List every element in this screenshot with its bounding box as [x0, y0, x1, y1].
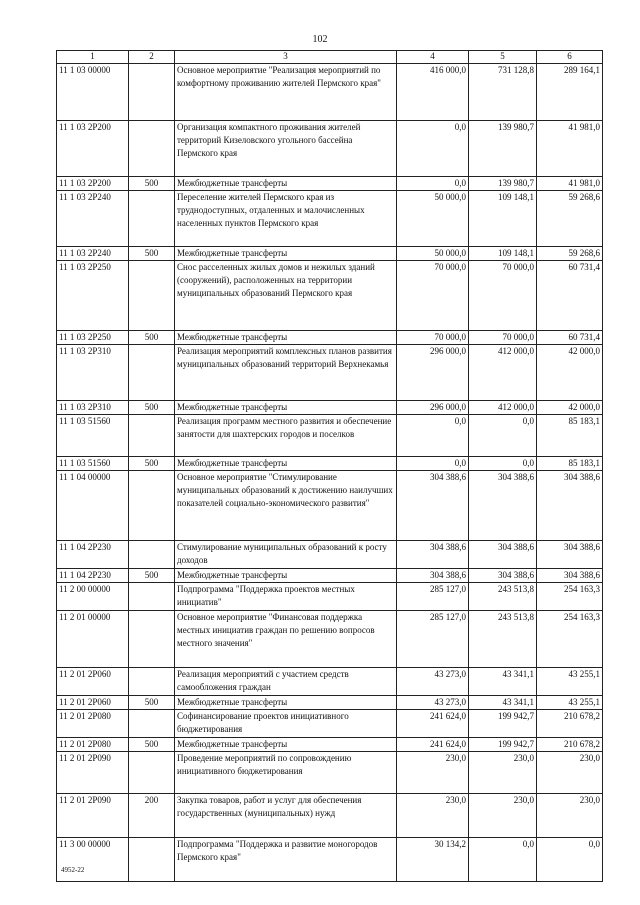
budget-code-cell: 11 1 03 2P310	[57, 401, 129, 415]
amount-cell-col5: 731 128,8	[469, 64, 537, 121]
document-footer-code: 4952-22	[61, 866, 85, 874]
budget-code-cell: 11 1 03 00000	[57, 64, 129, 121]
expense-type-cell: 500	[129, 457, 175, 471]
amount-cell-col4: 70 000,0	[397, 331, 469, 345]
amount-cell-col6: 60 731,4	[537, 331, 603, 345]
column-header: 4	[397, 51, 469, 64]
amount-cell-col4: 43 273,0	[397, 696, 469, 710]
amount-cell-col4: 304 388,6	[397, 541, 469, 569]
expense-type-cell: 200	[129, 794, 175, 838]
amount-cell-col5: 230,0	[469, 794, 537, 838]
amount-cell-col5: 243 513,8	[469, 583, 537, 611]
table-row	[57, 838, 603, 882]
amount-cell-col6: 43 255,1	[537, 668, 603, 696]
item-name-cell: Снос расселенных жилых домов и нежилых зданий (сооружений), расположенных на территории муниципальных образований Пермского края	[175, 261, 397, 331]
budget-code-cell: 11 1 03 2P250	[57, 331, 129, 345]
expense-type-cell	[129, 838, 175, 882]
budget-code-cell: 11 1 03 51560	[57, 415, 129, 457]
amount-cell-col5: 109 148,1	[469, 247, 537, 261]
item-name-cell: Переселение жителей Пермского края из труднодоступных, отдаленных и малочисленных населенных пунктов Пермского края	[175, 191, 397, 247]
expense-type-cell: 500	[129, 738, 175, 752]
item-name-cell: Основное мероприятие "Стимулирование муниципальных образований к достижению наилучших показателей социально-экономического развития"	[175, 471, 397, 541]
column-header: 6	[537, 51, 603, 64]
amount-cell-col5: 304 388,6	[469, 541, 537, 569]
expense-type-cell: 500	[129, 696, 175, 710]
amount-cell-col5: 0,0	[469, 457, 537, 471]
amount-cell-col4: 0,0	[397, 415, 469, 457]
table-row	[57, 794, 603, 838]
amount-cell-col4: 285 127,0	[397, 583, 469, 611]
amount-cell-col6: 0,0	[537, 838, 603, 882]
amount-cell-col6: 43 255,1	[537, 696, 603, 710]
amount-cell-col5: 0,0	[469, 838, 537, 882]
budget-code-cell: 11 1 03 2P310	[57, 345, 129, 401]
item-name-cell: Реализация программ местного развития и обеспечение занятости для шахтерских городов и поселков	[175, 415, 397, 457]
amount-cell-col5: 43 341,1	[469, 668, 537, 696]
item-name-cell: Межбюджетные трансферты	[175, 457, 397, 471]
item-name-cell: Межбюджетные трансферты	[175, 331, 397, 345]
column-header: 5	[469, 51, 537, 64]
amount-cell-col5: 230,0	[469, 752, 537, 794]
amount-cell-col4: 30 134,2	[397, 838, 469, 882]
amount-cell-col6: 59 268,6	[537, 191, 603, 247]
amount-cell-col4: 304 388,6	[397, 569, 469, 583]
amount-cell-col4: 50 000,0	[397, 247, 469, 261]
amount-cell-col5: 109 148,1	[469, 191, 537, 247]
table-row	[57, 247, 603, 261]
amount-cell-col6: 41 981,0	[537, 177, 603, 191]
amount-cell-col6: 42 000,0	[537, 345, 603, 401]
amount-cell-col4: 230,0	[397, 794, 469, 838]
budget-table	[56, 50, 603, 882]
table-row	[57, 583, 603, 611]
page-number: 102	[312, 34, 328, 45]
expense-type-cell	[129, 415, 175, 457]
item-name-cell: Межбюджетные трансферты	[175, 177, 397, 191]
amount-cell-col5: 70 000,0	[469, 331, 537, 345]
expense-type-cell	[129, 191, 175, 247]
amount-cell-col5: 304 388,6	[469, 471, 537, 541]
amount-cell-col4: 70 000,0	[397, 261, 469, 331]
amount-cell-col6: 254 163,3	[537, 583, 603, 611]
amount-cell-col6: 59 268,6	[537, 247, 603, 261]
item-name-cell: Межбюджетные трансферты	[175, 696, 397, 710]
table-row	[57, 738, 603, 752]
expense-type-cell	[129, 710, 175, 738]
amount-cell-col6: 42 000,0	[537, 401, 603, 415]
amount-cell-col4: 296 000,0	[397, 401, 469, 415]
amount-cell-col4: 285 127,0	[397, 611, 469, 668]
budget-code-cell: 11 2 01 2P090	[57, 752, 129, 794]
budget-code-cell: 11 1 04 2P230	[57, 569, 129, 583]
amount-cell-col5: 139 980,7	[469, 121, 537, 177]
amount-cell-col6: 85 183,1	[537, 457, 603, 471]
amount-cell-col6: 254 163,3	[537, 611, 603, 668]
table-row	[57, 710, 603, 738]
item-name-cell: Межбюджетные трансферты	[175, 738, 397, 752]
amount-cell-col6: 60 731,4	[537, 261, 603, 331]
expense-type-cell	[129, 64, 175, 121]
amount-cell-col5: 43 341,1	[469, 696, 537, 710]
expense-type-cell	[129, 583, 175, 611]
item-name-cell: Реализация мероприятий комплексных планов развития муниципальных образований территорий Верхнекамья	[175, 345, 397, 401]
table-row	[57, 177, 603, 191]
amount-cell-col6: 41 981,0	[537, 121, 603, 177]
amount-cell-col5: 0,0	[469, 415, 537, 457]
column-header: 1	[57, 51, 129, 64]
budget-code-cell: 11 1 04 00000	[57, 471, 129, 541]
amount-cell-col4: 230,0	[397, 752, 469, 794]
budget-code-cell: 11 2 00 00000	[57, 583, 129, 611]
table-row	[57, 541, 603, 569]
budget-code-cell: 11 1 03 2P240	[57, 191, 129, 247]
amount-cell-col6: 304 388,6	[537, 541, 603, 569]
item-name-cell: Стимулирование муниципальных образований к росту доходов	[175, 541, 397, 569]
table-row	[57, 345, 603, 401]
amount-cell-col5: 243 513,8	[469, 611, 537, 668]
amount-cell-col6: 210 678,2	[537, 710, 603, 738]
amount-cell-col5: 199 942,7	[469, 738, 537, 752]
table-row	[57, 121, 603, 177]
budget-code-cell: 11 3 00 00000	[57, 838, 129, 882]
amount-cell-col5: 70 000,0	[469, 261, 537, 331]
amount-cell-col5: 304 388,6	[469, 569, 537, 583]
item-name-cell: Основное мероприятие "Реализация мероприятий по комфортному проживанию жителей Пермского края"	[175, 64, 397, 121]
budget-code-cell: 11 2 01 2P060	[57, 668, 129, 696]
table-row	[57, 401, 603, 415]
column-header: 3	[175, 51, 397, 64]
amount-cell-col5: 199 942,7	[469, 710, 537, 738]
amount-cell-col6: 304 388,6	[537, 471, 603, 541]
expense-type-cell	[129, 261, 175, 331]
item-name-cell: Проведение мероприятий по сопровождению инициативного бюджетирования	[175, 752, 397, 794]
table-row	[57, 191, 603, 247]
expense-type-cell: 500	[129, 401, 175, 415]
expense-type-cell	[129, 668, 175, 696]
budget-code-cell: 11 2 01 2P060	[57, 696, 129, 710]
amount-cell-col5: 139 980,7	[469, 177, 537, 191]
budget-code-cell: 11 1 03 2P200	[57, 121, 129, 177]
item-name-cell: Основное мероприятие "Финансовая поддержка местных инициатив граждан по решению вопросов местного значения"	[175, 611, 397, 668]
item-name-cell: Софинансирование проектов инициативного бюджетирования	[175, 710, 397, 738]
table-row	[57, 752, 603, 794]
expense-type-cell	[129, 752, 175, 794]
expense-type-cell	[129, 471, 175, 541]
amount-cell-col4: 50 000,0	[397, 191, 469, 247]
budget-code-cell: 11 1 03 2P240	[57, 247, 129, 261]
table-row	[57, 611, 603, 668]
expense-type-cell: 500	[129, 247, 175, 261]
table-row	[57, 569, 603, 583]
amount-cell-col6: 210 678,2	[537, 738, 603, 752]
amount-cell-col4: 43 273,0	[397, 668, 469, 696]
item-name-cell: Межбюджетные трансферты	[175, 401, 397, 415]
expense-type-cell: 500	[129, 569, 175, 583]
amount-cell-col4: 416 000,0	[397, 64, 469, 121]
item-name-cell: Реализация мероприятий с участием средств самообложения граждан	[175, 668, 397, 696]
amount-cell-col4: 0,0	[397, 457, 469, 471]
amount-cell-col4: 0,0	[397, 177, 469, 191]
item-name-cell: Межбюджетные трансферты	[175, 569, 397, 583]
item-name-cell: Закупка товаров, работ и услуг для обеспечения государственных (муниципальных) нужд	[175, 794, 397, 838]
item-name-cell: Подпрограмма "Поддержка и развитие моногородов Пермского края"	[175, 838, 397, 882]
budget-code-cell: 11 2 01 2P080	[57, 710, 129, 738]
table-row	[57, 457, 603, 471]
column-header: 2	[129, 51, 175, 64]
table-row	[57, 696, 603, 710]
table-header-row	[57, 51, 603, 64]
expense-type-cell	[129, 345, 175, 401]
expense-type-cell: 500	[129, 331, 175, 345]
amount-cell-col4: 304 388,6	[397, 471, 469, 541]
table-row	[57, 64, 603, 121]
budget-code-cell: 11 1 03 51560	[57, 457, 129, 471]
expense-type-cell: 500	[129, 177, 175, 191]
budget-code-cell: 11 1 03 2P200	[57, 177, 129, 191]
table-row	[57, 261, 603, 331]
expense-type-cell	[129, 121, 175, 177]
budget-code-cell: 11 2 01 00000	[57, 611, 129, 668]
expense-type-cell	[129, 541, 175, 569]
budget-code-cell: 11 1 04 2P230	[57, 541, 129, 569]
amount-cell-col6: 230,0	[537, 752, 603, 794]
amount-cell-col4: 241 624,0	[397, 710, 469, 738]
table-row	[57, 471, 603, 541]
amount-cell-col6: 289 164,1	[537, 64, 603, 121]
amount-cell-col5: 412 000,0	[469, 401, 537, 415]
amount-cell-col6: 85 183,1	[537, 415, 603, 457]
amount-cell-col4: 241 624,0	[397, 738, 469, 752]
budget-code-cell: 11 2 01 2P090	[57, 794, 129, 838]
item-name-cell: Организация компактного проживания жителей территорий Кизеловского угольного бассейна Пермского края	[175, 121, 397, 177]
budget-code-cell: 11 2 01 2P080	[57, 738, 129, 752]
table-row	[57, 668, 603, 696]
budget-code-cell: 11 1 03 2P250	[57, 261, 129, 331]
amount-cell-col4: 0,0	[397, 121, 469, 177]
amount-cell-col6: 304 388,6	[537, 569, 603, 583]
item-name-cell: Подпрограмма "Поддержка проектов местных инициатив"	[175, 583, 397, 611]
expense-type-cell	[129, 611, 175, 668]
table-row	[57, 415, 603, 457]
amount-cell-col5: 412 000,0	[469, 345, 537, 401]
item-name-cell: Межбюджетные трансферты	[175, 247, 397, 261]
table-row	[57, 331, 603, 345]
amount-cell-col6: 230,0	[537, 794, 603, 838]
amount-cell-col4: 296 000,0	[397, 345, 469, 401]
